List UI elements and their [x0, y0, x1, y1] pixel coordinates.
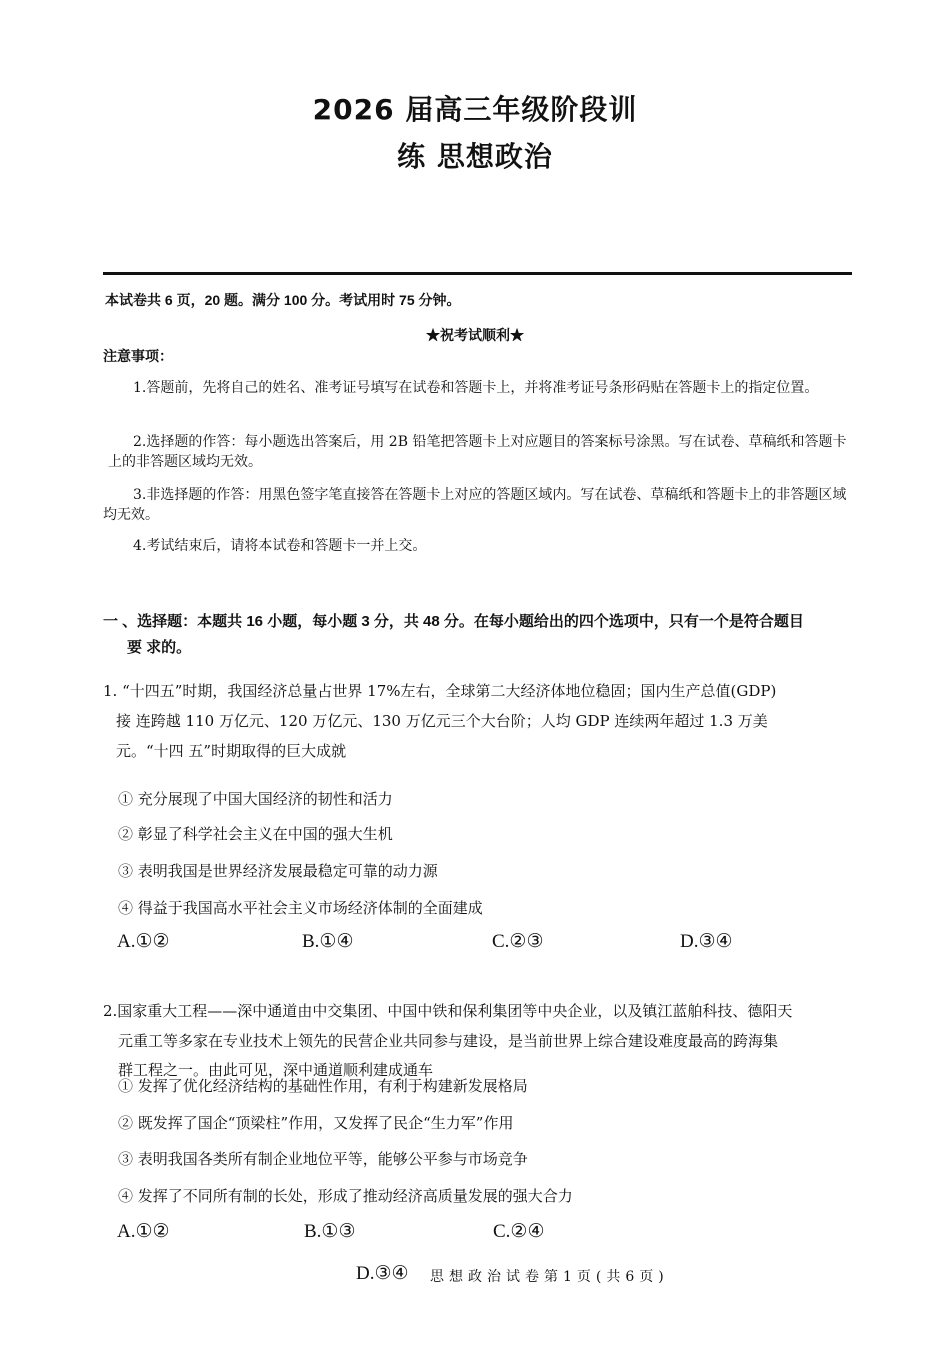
question-1-choice-b: B.①④: [302, 931, 354, 952]
question-2-option-4: ④ 发挥了不同所有制的长处，形成了推动经济高质量发展的强大合力: [118, 1187, 573, 1205]
title-line-1: 2026 届高三年级阶段训: [312, 93, 638, 126]
question-2-choice-b: B.①③: [304, 1221, 356, 1242]
notice-item-3: 3.非选择题的作答：用黑色签字笔直接答在答题卡上对应的答题区域内。写在试卷、草稿纸和答题卡上的非答题区域均无效。: [103, 487, 847, 523]
question-2-option-2: ② 既发挥了国企“顶梁柱”作用，又发挥了民企“生力军”作用: [118, 1114, 514, 1132]
question-2-choice-c: C.②④: [493, 1221, 545, 1242]
page-footer: 思想政治试卷第1页(共6页): [430, 1269, 669, 1285]
question-1-line-1: 1. “十四五”时期，我国经济总量占世界 17%左右，全球第二大经济体地位稳固；国内生产总值(GDP): [103, 682, 777, 700]
blessing: ★祝考试顺利★: [426, 327, 524, 343]
question-2-line-3: 群工程之一。由此可见，深中通道顺利建成通车: [118, 1061, 434, 1079]
notice-item-1: 1.答题前，先将自己的姓名、准考证号填写在试卷和答题卡上，并将准考证号条形码贴在答题卡上的指定位置。: [133, 380, 819, 396]
notice-item-4: 4.考试结束后，请将本试卷和答题卡一并上交。: [133, 538, 427, 554]
divider-rule: [103, 272, 852, 275]
question-2-line-1: 2.国家重大工程——深中通道由中交集团、中国中铁和保利集团等中央企业，以及镇江蓝舶科技、德阳天: [103, 1002, 793, 1020]
question-2-option-1: ① 发挥了优化经济结构的基础性作用，有利于构建新发展格局: [118, 1077, 528, 1095]
question-1-choice-a: A.①②: [117, 931, 170, 952]
question-1-option-3: ③ 表明我国是世界经济发展最稳定可靠的动力源: [118, 862, 438, 880]
question-1-line-3: 元。“十四 五”时期取得的巨大成就: [116, 742, 347, 760]
question-1-line-2: 接 连跨越 110 万亿元、120 万亿元、130 万亿元三个大台阶；人均 GDP 连续两年超过 1.3 万美: [116, 712, 768, 730]
section-heading-line-2: 要 求的。: [127, 639, 192, 656]
question-1-option-1: ① 充分展现了中国大国经济的韧性和活力: [118, 790, 393, 808]
question-2-choice-a: A.①②: [117, 1221, 170, 1242]
question-1-choice-c: C.②③: [492, 931, 544, 952]
notice-heading: 注意事项：: [103, 348, 173, 364]
section-heading-line-1: 一 、选择题：本题共 16 小题，每小题 3 分，共 48 分。在每小题给出的四个选项中，只有一个是符合题目: [103, 613, 804, 630]
question-1-option-4: ④ 得益于我国高水平社会主义市场经济体制的全面建成: [118, 899, 483, 917]
question-2-option-3: ③ 表明我国各类所有制企业地位平等，能够公平参与市场竞争: [118, 1150, 528, 1168]
question-2-choice-d: D.③④: [356, 1263, 409, 1284]
title-line-2: 练 思想政治: [397, 140, 553, 173]
exam-info: 本试卷共 6 页，20 题。满分 100 分。考试用时 75 分钟。: [105, 292, 461, 308]
question-2-line-2: 元重工等多家在专业技术上领先的民营企业共同参与建设，是当前世界上综合建设难度最高的跨海集: [118, 1032, 779, 1050]
question-1-choice-d: D.③④: [680, 931, 733, 952]
notice-item-2: 2.选择题的作答：每小题选出答案后，用 2B 铅笔把答题卡上对应题目的答案标号涂黑。写在试卷、草稿纸和答题卡上的非答题区域均无效。: [108, 434, 847, 470]
question-1-option-2: ② 彰显了科学社会主义在中国的强大生机: [118, 825, 393, 843]
